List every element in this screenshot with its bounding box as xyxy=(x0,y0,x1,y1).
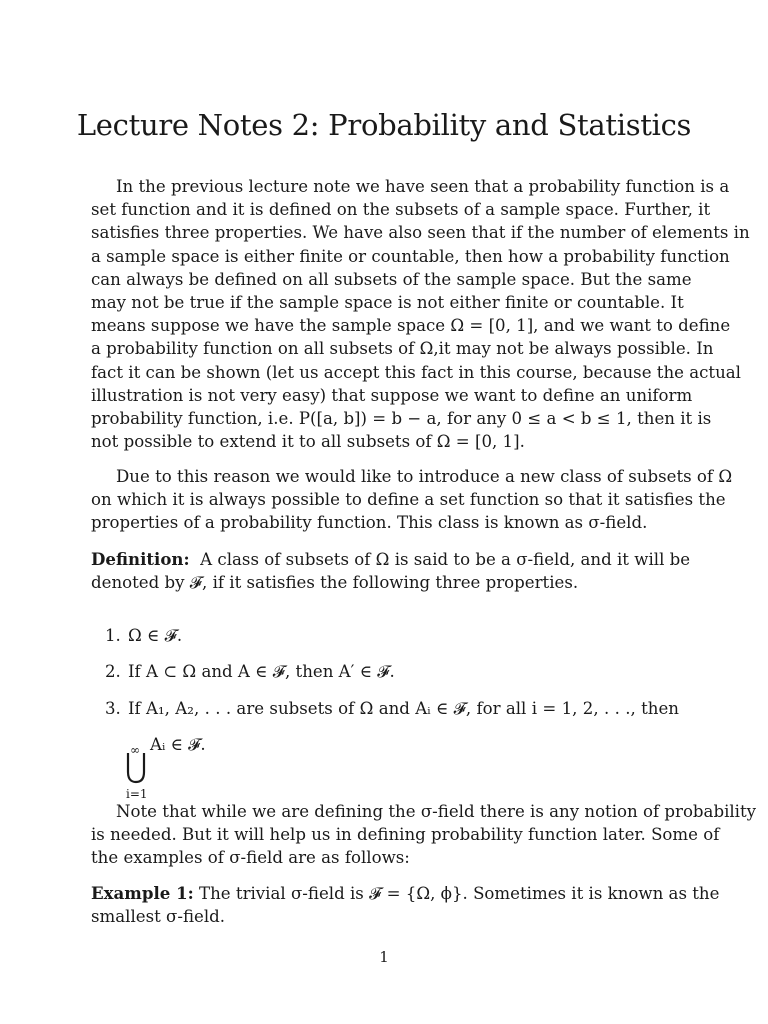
list-number: 2. xyxy=(105,662,121,681)
list-number: 1. xyxy=(105,626,121,645)
paragraph-reason xyxy=(91,465,733,535)
text-line: on which it is always possible to define a set function so that it satisfies the xyxy=(91,490,726,510)
definition-text: A class of subsets of Ω is said to be a σ-field, and it will be xyxy=(200,550,691,569)
text-line xyxy=(91,548,691,571)
text-line: properties of a probability function. This class is known as σ-field. xyxy=(91,513,648,533)
big-union-symbol xyxy=(124,744,150,802)
text-line: smallest σ-field. xyxy=(91,907,226,927)
paragraph-intro xyxy=(91,175,750,453)
example-label: Example 1: xyxy=(91,883,194,903)
example-1 xyxy=(91,882,720,928)
text-line: denoted by 𝓕, if it satisfies the following three properties. xyxy=(91,573,579,593)
definition-label: Definition: xyxy=(91,549,190,569)
union-expression: Aᵢ ∈ 𝓕. xyxy=(150,735,206,754)
example-text: The trivial σ-field is 𝓕 = {Ω, ϕ}. Sometimes it is known as the xyxy=(199,884,720,903)
union-upper-limit: ∞ xyxy=(130,743,140,757)
page-title: Lecture Notes 2: Probability and Statistics xyxy=(76,108,692,142)
list-number: 3. xyxy=(105,699,121,718)
list-text: If A ⊂ Ω and A ∈ 𝓕, then A′ ∈ 𝓕. xyxy=(128,662,395,681)
union-icon xyxy=(125,752,147,784)
text-line: can always be defined on all subsets of the sample space. But the same xyxy=(91,269,692,289)
text-line: not possible to extend it to all subsets of Ω = [0, 1]. xyxy=(91,432,525,452)
text-line: a probability function on all subsets of Ω,it may not be always possible. In xyxy=(91,339,714,359)
text-line: means suppose we have the sample space Ω = [0, 1], and we want to define xyxy=(91,316,731,336)
text-line: In the previous lecture note we have seen that a probability function is a xyxy=(116,177,730,196)
text-line: the examples of σ-field are as follows: xyxy=(91,848,410,868)
list-text: Ω ∈ 𝓕. xyxy=(128,626,183,645)
text-line: fact it can be shown (let us accept this fact in this course, because the actual xyxy=(91,362,741,382)
list-text: If A₁, A₂, . . . are subsets of Ω and Aᵢ ∈ 𝓕, for all i = 1, 2, . . ., then xyxy=(128,699,679,718)
page-number: 1 xyxy=(379,948,389,966)
text-line xyxy=(91,882,720,905)
paragraph-note xyxy=(91,800,757,870)
text-line: set function and it is defined on the subsets of a sample space. Further, it xyxy=(91,200,711,220)
text-line: a sample space is either finite or countable, then how a probability function xyxy=(91,246,730,266)
text-line: illustration is not very easy) that suppose we want to define an uniform xyxy=(91,385,693,405)
text-line: is needed. But it will help us in defining probability function later. Some of xyxy=(91,825,720,845)
text-line: probability function, i.e. P([a, b]) = b − a, for any 0 ≤ a < b ≤ 1, then it is xyxy=(91,409,712,429)
text-line: Note that while we are defining the σ-field there is any notion of probability xyxy=(116,802,757,821)
text-line: satisfies three properties. We have also seen that if the number of elements in xyxy=(91,223,750,243)
text-line: Due to this reason we would like to introduce a new class of subsets of Ω xyxy=(116,467,733,486)
definition xyxy=(91,548,691,594)
text-line: may not be true if the sample space is not either finite or countable. It xyxy=(91,293,684,313)
union-lower-limit: i=1 xyxy=(126,787,148,801)
